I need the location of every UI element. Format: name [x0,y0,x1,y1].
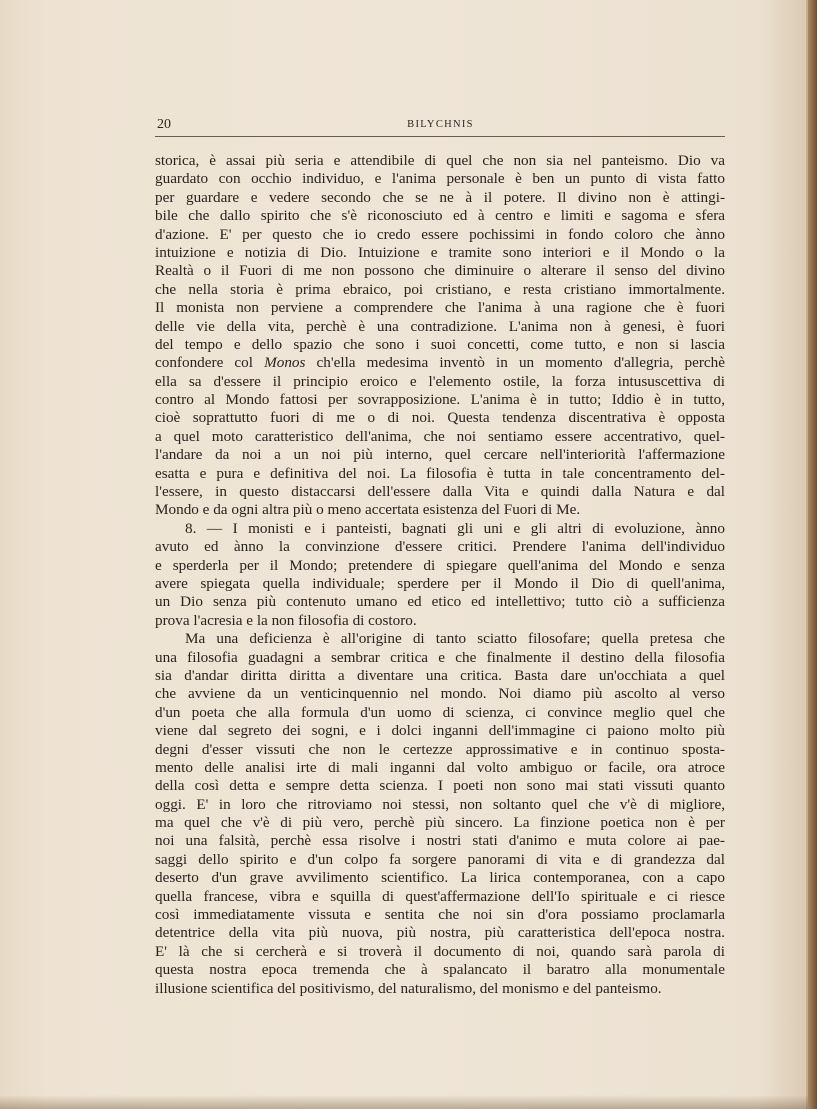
text-line: oggi. E' in loro che ritroviamo noi stessi, non soltanto quel che v'è di migliore, [155,795,725,813]
text-line: esatta e pura e definitiva del noi. La filosofia è tutta in tale concentramento del- [155,464,725,482]
text-line: della così detta e sempre detta scienza. I poeti non sono mai stati vissuti quanto [155,777,725,795]
text-line: Mondo e da ogni altra più o meno accertata esistenza del Fuori di Me. [155,501,581,519]
text-line: che avviene da un venticinquennio nel mondo. Noi diamo più ascolto al verso [155,685,725,703]
text-line: degni d'esser vissuti che non le certezze approssimative e in continuo sposta- [155,740,725,758]
paragraph-start-line: Ma una deficienza è all'origine di tanto sciatto filosofare; quella pretesa che [185,630,725,648]
text-line: d'azione. E' per questo che io credo essere pochissimi in fondo coloro che ànno [155,225,725,243]
text-line: che nella storia è prima ebraico, poi cristiano, e resta cristiano immortalmente. [155,280,725,298]
page-number: 20 [157,117,171,132]
text-line: così immediatamente vissuta e sentita che noi sin d'ora possiamo proclamarla [155,906,725,924]
section-start-line: 8. — I monisti e i panteisti, bagnati gli uni e gli altri di evoluzione, ànno [185,519,725,537]
text-line: illusione scientifica del positivismo, del naturalismo, del monismo e del panteismo. [155,979,662,997]
text-line: saggi dello spirito e d'un colpo fa sorgere panorami di vita e di grandezza dal [155,850,725,868]
text-line: guardato con occhio individuo, e l'anima personale è ben un punto di vista fatto [155,170,725,188]
page-bottom-shade [0,1095,808,1109]
italic-term-monos: Monos [264,354,306,372]
text-line: viene dal segreto dei sogni, e i dolci inganni dell'immagine ci paiono molto più [155,722,725,740]
text-line: noi una falsità, perchè essa risolve i nostri stati d'animo e muta colore ai pae- [155,832,725,850]
text-line: a quel moto caratteristico dell'anima, che noi sentiamo essere accentrativo, quel- [155,427,725,445]
page-header [157,117,724,137]
text-line: quella francese, vibra e squilla di quest'affermazione dell'Io spirituale e ci riesce [155,887,725,905]
text-line: sia d'andar diritta diritta a diventare una critica. Basta dare un'occhiata a quel [155,666,725,684]
text-line: delle vie della vita, perchè è una contradizione. L'anima non à genesi, è fuori [155,317,725,335]
header-rule [155,136,725,137]
text-line: Il monista non perviene a comprendere che l'anima à una ragione che è fuori [155,299,725,317]
text-line: avuto ed ànno la convinzione d'essere critici. Prendere l'anima dell'individuo [155,538,725,556]
text-line: e sperderla per il Mondo; pretendere di spiegare quell'anima del Mondo e senza [155,556,725,574]
text-line: ella sa d'essere il principio eroico e l'elemento ostile, la forza intususcettiva di [155,372,725,390]
text-line: del tempo e dello spazio che sono i suoi concetti, come tutto, e non si lascia [155,335,725,353]
text-line: una filosofia guadagni a sembrar critica e che finalmente il destino della filosofia [155,648,725,666]
text-line: Realtà o il Fuori di me non possono che diminuire o alterare il senso del divino [155,262,725,280]
text-line: ma quel che v'è di più vero, perchè più sincero. La finzione poetica non è per [155,814,725,832]
text-fragment: confondere col [155,354,265,372]
text-line: storica, è assai più seria e attendibile di quel che non sia nel panteismo. Dio va [155,152,725,169]
text-line: intuizione e notizia di Dio. Intuizione e tramite sono interiori e il Mondo o la [155,243,725,261]
binding-edge [808,0,817,1109]
text-line: bile che dallo spirito che s'è riconosciuto ed à centro e limiti e sagoma e sfera [155,207,725,225]
text-line: contro al Mondo fattosi per sovrapposizione. L'anima è in tutto; Iddio è in tutto, [155,391,725,409]
text-line: E' là che si cercherà e si troverà il documento di noi, quando sarà parola di [155,942,725,960]
text-line: l'essere, in questo distaccarsi dell'essere dalla Vita e quindi dalla Natura e dal [155,483,725,501]
text-line: cioè soprattutto fuori di me o di noi. Questa tendenza discentrativa è opposta [155,409,725,427]
text-line: un Dio senza più contenuto umano ed etico ed intellettivo; tutto ciò a sufficienza [155,593,725,611]
body-text [155,152,725,998]
text-line: questa nostra epoca tremenda che à spalancato il baratro alla monumentale [155,961,725,979]
text-line: avere spiegata quella individuale; sperdere per il Mondo il Dio di quell'anima, [155,574,725,592]
text-line: d'un poeta che alla formula d'un uomo di scienza, ci convince meglio quel che [155,703,725,721]
text-line: l'andare da noi a un noi più interno, quel cercare nell'interiorità l'affermazione [155,446,725,464]
text-line-with-italic [155,354,725,372]
running-title: BILYCHNIS [407,119,474,130]
text-line: mento delle analisi irte di mali inganni dal volto ambiguo or facile, ora atroce [155,758,725,776]
text-line: per guardare e vedere secondo che se ne à il potere. Il divino non è attingi- [155,188,725,206]
text-fragment: ch'ella medesima inventò in un momento d'allegria, perchè [305,354,725,372]
text-line: prova l'acresia e la non filosofia di costoro. [155,611,417,629]
text-line: detentrice della vita più nuova, più nostra, più caratteristica dell'epoca nostra. [155,924,725,942]
text-line: deserto d'un grave avvilimento scientifico. La lirica contemporanea, con a capo [155,869,725,887]
